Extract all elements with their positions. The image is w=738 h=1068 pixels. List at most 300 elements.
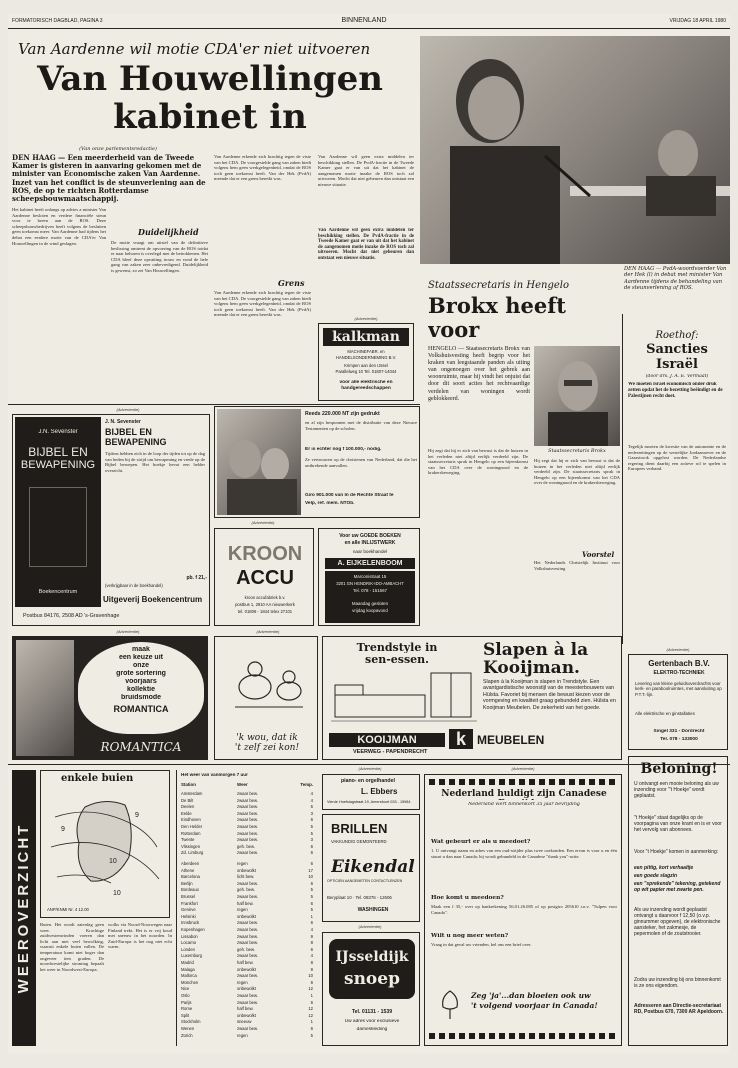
weather-condition: zwaar bew. xyxy=(237,953,258,959)
giro-photo xyxy=(217,409,301,515)
weather-station: Malaga xyxy=(181,966,195,972)
lead-column-2: De motie vraagt om uitstel van de definitieve beslissing omtrent de opvoering van de ROS totdat er naar behoren is overlegd met de betrokkenen. Het CDA bleef deze opvatting trouw en vond de hele gang van zaken zeer onbevredigend. Duidelijkheid is gewenst, zo zei Van Houwellingen. xyxy=(111,240,208,273)
ad-romantica[interactable] xyxy=(12,636,208,760)
ad-eikendal[interactable] xyxy=(322,814,420,922)
weather-condition: zwaar bew. xyxy=(237,804,258,810)
weather-station: Vlissingen xyxy=(181,843,201,849)
brokx-subhead: Voorstel xyxy=(582,550,615,559)
weather-condition: zwaar bew. xyxy=(237,927,258,932)
weather-row xyxy=(181,953,313,960)
roethof-body: Tegelijk moeten de kwestie van de autonomie en de nederzettingen op de westelijke Jordaanoever en de Gazastrook opgelost worden. De Nederlandse regering dient daarbij een actieve rol te spelen in Europees verband. xyxy=(628,444,726,472)
weather-row xyxy=(181,811,313,818)
weather-condition: geh. bew. xyxy=(237,843,255,849)
weather-temp: 6 xyxy=(310,1026,313,1031)
weather-station: Madrid xyxy=(181,960,194,965)
weather-temp: 3 xyxy=(310,837,313,843)
weather-station: Eelde xyxy=(181,810,192,816)
eijkelenboom-name: A. EIJKELENBOOM xyxy=(325,558,415,569)
bible-ad-author: J. N. Sevenster xyxy=(105,419,141,425)
ad-beloning[interactable] xyxy=(628,756,728,1046)
canada-sub: Nederland viert binnenkort 35 jaar bevrijding xyxy=(468,802,580,807)
kalkman-line: Krimpen aan den IJssel xyxy=(344,363,388,368)
beloning-title: Beloning! xyxy=(640,761,718,777)
beloning-item: een goede slagzin xyxy=(634,873,678,879)
eijkelenboom-line: 3201 GN HENDRIK-IDO-AMBACHT xyxy=(336,581,404,586)
weather-row xyxy=(181,887,313,894)
weather-temp: 1 xyxy=(310,993,313,998)
kalkman-line: Parallelweg 10 Tel. 01807-14044 xyxy=(335,369,397,374)
eikendal-line: VAKKUNDIG GEMONTEERD xyxy=(331,839,387,844)
weather-station: Amsterdam xyxy=(181,791,203,796)
weather-temp: 6 xyxy=(310,900,313,906)
svg-text:10: 10 xyxy=(109,858,117,865)
ad-label: (Advertentie) xyxy=(354,316,378,321)
kooijman-brand-meubelen: MEUBELEN xyxy=(477,733,545,747)
weather-station: Aberdeen xyxy=(181,861,200,866)
weather-condition: regen xyxy=(237,1032,248,1038)
weather-col-header: Temp. xyxy=(300,782,313,787)
weather-station: Oslo xyxy=(181,993,190,998)
weather-row xyxy=(181,980,313,987)
gertenbach-sub: ELEKTRO-TECHNIEK xyxy=(653,670,705,676)
romantica-line: kollektie xyxy=(126,686,155,693)
weather-temp: 12 xyxy=(308,1012,313,1018)
ad-label: (Advertentie) xyxy=(358,766,382,771)
weather-temp: 1 xyxy=(310,1019,313,1025)
lead-headline-2: kabinet in xyxy=(113,98,307,136)
ad-kooijman[interactable] xyxy=(322,636,622,760)
weather-temp: 5 xyxy=(310,887,313,893)
weather-condition: zwaar bew. xyxy=(237,810,258,816)
weather-station: Kopenhagen xyxy=(181,927,205,932)
weather-col-header: Weer xyxy=(237,782,248,787)
weather-condition: regen xyxy=(237,861,248,866)
weather-temp: 5 xyxy=(310,907,313,913)
romantica-line: grote sortering xyxy=(116,670,166,677)
weather-condition: zwaar bew. xyxy=(237,830,258,836)
weather-row xyxy=(181,824,313,831)
weather-vertical-banner xyxy=(12,770,36,1046)
svg-text:10: 10 xyxy=(113,890,121,897)
weather-temp: 6 xyxy=(310,920,313,926)
weather-station: Eindhoven xyxy=(181,817,201,823)
ebbers-name: L. Ebbers xyxy=(361,787,398,796)
page-header-date: VRIJDAG 18 APRIL 1980 xyxy=(669,18,726,24)
weather-temp: 4 xyxy=(310,927,313,932)
eikendal-address: Beryplaat 10 · Tel. 08376 - 12606 xyxy=(327,895,392,900)
weather-temp: 6 xyxy=(310,999,313,1005)
weather-condition: onbewolkt xyxy=(237,1012,256,1018)
brokx-photo-caption: Staatssecretaris Brokx xyxy=(548,448,606,454)
weather-temp: 12 xyxy=(308,1006,313,1012)
romantica-line: voorjaars xyxy=(125,678,157,685)
ad-kalkman[interactable] xyxy=(318,323,414,401)
weather-condition: zwaar bew. xyxy=(237,797,258,803)
eikendal-line: OPTICIEN AANGEMETEN CONTACTLENZEN xyxy=(327,879,403,883)
beloning-text: "t Hoekje" staat dagelijks op de voorpagina van onze krant en is er voor het vervolg van abonnees. xyxy=(634,815,722,833)
weather-temp: 6 xyxy=(310,979,313,985)
giro-text: en al zijn besponnen met de distributie van deze Nieuwe Testamenten op de scholen. xyxy=(305,420,417,431)
weather-condition: geh. bew. xyxy=(237,887,255,893)
weather-station: Split xyxy=(181,1012,190,1018)
weather-condition: onbewolkt xyxy=(237,986,256,992)
lead-column-1: Het kabinet heeft onlangs op advies a minister Van Aardenne besloten en verdere financiële steun voor te breen aan de ROS. Deze scheepsbouwbedrijven heeft volgens de besluiten geen toekomst meer. Van Aardenne had tijdens het debat een eerdere motie van de CDA'er Van Houwellingen in de wind geslagen. xyxy=(12,207,106,246)
weather-temp: 17 xyxy=(308,867,313,873)
weather-row xyxy=(181,1019,313,1026)
eikendal-brillen: BRILLEN xyxy=(331,821,388,835)
weather-station: Berlijn xyxy=(181,880,193,886)
eijkelenboom-line: en alle INLIJSTWERK xyxy=(344,540,396,546)
bible-ad-address: Postbus 84176, 2508 AD 's-Gravenhage xyxy=(23,613,120,619)
kroon-logo-accu: ACCU xyxy=(236,567,294,589)
weather-condition: zwaar bew. xyxy=(237,791,258,796)
lead-kicker: Van Aardenne wil motie CDA'er niet uitvoeren xyxy=(18,40,371,58)
weather-condition: half bew. xyxy=(237,1006,254,1012)
weather-temp: 5 xyxy=(310,830,313,836)
gertenbach-address: Singel 331 - Dordrecht xyxy=(653,729,705,734)
weather-row xyxy=(181,817,313,824)
kooijman-text: Slapen à la Kooijman is slapen in Trendstyle. Een avantgardistische woonstijl van de meesterbouwers van Hülsta. Favoriet bij mensen die bewust kiezen voor de vormgeving en kwaliteit graag gebundeld zien. Hülsta en Kooijman Meubelen. De zekerheid van het goede. xyxy=(483,679,616,711)
weather-station: München xyxy=(181,979,199,985)
brokx-tail: Het Nederlands Christelijk Instituut voor Volkshuisvesting xyxy=(534,560,620,571)
eijkelenboom-line: vrijdag koopavond xyxy=(352,608,388,613)
ad-giro[interactable] xyxy=(214,406,420,518)
weather-station: Lissabon xyxy=(181,933,198,939)
weather-temp: 3 xyxy=(310,810,313,816)
gertenbach-item: Alle elektrische en ginstallaties xyxy=(635,711,695,716)
ebbers-address: Vierde Hoefslagstraat 19, Amersfoort 033 - 15984 xyxy=(327,800,411,804)
page-header-left: FORMATORISCH DAGBLAD, PAGINA 3 xyxy=(12,18,103,24)
weather-row xyxy=(181,907,313,914)
weather-row xyxy=(181,850,313,857)
svg-text:9: 9 xyxy=(135,812,139,819)
kroon-logo: KROON xyxy=(227,543,303,565)
weather-row xyxy=(181,947,313,954)
weather-temp: 5 xyxy=(310,804,313,810)
eikendal-town: WASHINGEN xyxy=(357,907,389,913)
weather-row xyxy=(181,1000,313,1007)
bible-ad-publisher: Uitgeverij Boekencentrum xyxy=(103,595,203,604)
weather-row xyxy=(181,1033,313,1040)
weather-temp: 5 xyxy=(310,1032,313,1038)
weather-station: Locarno xyxy=(181,940,197,946)
weather-temp: 12 xyxy=(308,986,313,992)
brokx-photo xyxy=(534,346,620,446)
kalkman-line: HANDELSONDERNEMING B.V. xyxy=(335,355,397,360)
weather-station: Deelen xyxy=(181,804,195,810)
section-rule xyxy=(8,404,420,405)
kooijman-address: VEERWEG - PAPENDRECHT xyxy=(353,749,428,755)
canada-question: Hoe komt u meedoen? xyxy=(431,895,504,901)
weather-temp: 8 xyxy=(310,960,313,965)
weather-temp: 9 xyxy=(310,933,313,939)
eijkelenboom-line: naar boekhandel xyxy=(352,549,388,554)
kroon-address: tel. 01806 - 1844 telex 27101 xyxy=(237,609,293,614)
weather-row xyxy=(181,940,313,947)
weather-condition: onbewolkt xyxy=(237,913,256,919)
ad-label: (Advertentie) xyxy=(511,766,535,771)
canada-border-top xyxy=(429,779,619,785)
kalkman-line: MACHINEFABR. en xyxy=(347,349,385,354)
kooijman-headline: Kooijman. xyxy=(483,659,580,677)
giro-appeal: Er is echter nog f 100.000,- nodig. xyxy=(305,447,382,452)
canada-border-bottom xyxy=(429,1033,619,1039)
tulip-icon xyxy=(433,987,467,1021)
ijsseldijk-line: damesklediing xyxy=(356,1027,388,1032)
giro-text: Ze vertrouwen op de christenen van Nederland, dat die het ontbrekende aanvullen. xyxy=(305,457,417,468)
ad-label: (Advertentie) xyxy=(116,407,140,412)
gertenbach-name: Gertenbach B.V. xyxy=(648,659,710,668)
romantica-line: bruidsmode xyxy=(120,694,162,701)
eijkelenboom-line: Marconistraat 15 xyxy=(353,574,387,579)
weather-row xyxy=(181,837,313,844)
weather-row xyxy=(181,831,313,838)
gertenbach-item: Levering van kleine geluidsoverdrachts voor kerk- en paraboolruimtes, met aansluiting op P.T.T.-lijn. xyxy=(635,681,722,697)
brokx-headline-1: Brokx heeft xyxy=(428,294,566,318)
canada-answer: Vraag in dat geval uw vrienden, bel ons een brief over. xyxy=(431,942,532,947)
weather-station: Londen xyxy=(181,946,195,952)
eijkelenboom-line: Tel. 078 - 151567 xyxy=(353,588,387,593)
brokx-headline-2: voor xyxy=(428,318,480,342)
weather-row xyxy=(181,894,313,901)
weather-temp: 5 xyxy=(310,894,313,899)
beloning-text: Als uw inzending wordt geplaatst ontvangt u daarvoor f 12,50 (o.v.p. ginnummer opgeven), de elektronische aansteker, het zakmesje, de pepermolen of de zoutstrooier. xyxy=(634,907,721,937)
canada-slogan: 't volgend voorjaar in Canada! xyxy=(471,1001,598,1010)
section-rule xyxy=(8,764,730,765)
weather-row xyxy=(181,881,313,888)
weather-row xyxy=(181,868,313,875)
lead-intro: DEN HAAG — Een meerderheid van de Tweede Kamer is gisteren in aanvaring gekomen met de minister van Economische zaken Van Aardenne. Inzet van het conflict is de steunverlening aan de ROS, de op te richten Rotterdamse scheepsbouwmaatschappij. xyxy=(12,154,206,204)
lead-byline: (Van onze parlementsredactie) xyxy=(79,146,157,152)
roethof-byline: (door drs. J. A. E. Vermaat) xyxy=(645,374,709,379)
weather-condition: zwaar bew. xyxy=(237,973,258,979)
ad-bible[interactable] xyxy=(12,414,210,626)
beloning-address: Adresseren aan Directie-secretariaat RD, Postbus 670, 7300 AR Apeldoorn. xyxy=(634,1003,724,1015)
weather-row xyxy=(181,934,313,941)
lead-column-4-bold: Van Aardenne wil geen extra middelen ter beschikking stellen. De PvdA-fractie in de Tweede Kamer gaat er van uit dat het kabinet de aangenomen motie inzake de ROS toch zal uitvoeren. Mocht dat niet gebeuren dan ontstaat een nieuwe situatie. xyxy=(318,228,414,261)
header-rule xyxy=(8,28,730,29)
ad-label: (Advertentie) xyxy=(116,629,140,634)
kooijman-brand: KOOIJMAN xyxy=(329,733,445,747)
kalkman-logo: kalkman xyxy=(323,328,409,346)
beloning-item: een "sprekende" tekening, getekend op wit papier met zwarte pen. xyxy=(634,881,721,893)
romantica-bride-photo xyxy=(16,640,74,756)
weather-temp: 6 xyxy=(310,946,313,952)
weather-row xyxy=(181,973,313,980)
weather-condition: zwaar bew. xyxy=(237,817,258,823)
weather-station: Mallorca xyxy=(181,973,197,979)
bible-ad-text: Tijdens hebben zich in de loop der tijden tot op de dag van heden bij de strijd om bewapening en vrede op de Bijbel beroepen. Het boekje bevat een helder overzicht. xyxy=(105,451,205,473)
kalkman-tagline: voor alle elektrische en handgereedschappen xyxy=(339,380,393,391)
lead-subhead-duidelijkheid: Duidelijkheid xyxy=(138,227,199,237)
ad-canada[interactable] xyxy=(424,774,622,1046)
weather-row xyxy=(181,1006,313,1013)
weather-station: Nice xyxy=(181,986,190,992)
weather-station: Brussel xyxy=(181,894,195,899)
bible-cover-author: J.N. Sevenster xyxy=(38,429,78,435)
weather-row xyxy=(181,986,313,993)
eijkelenboom-line: Voor uw GOEDE BOEKEN xyxy=(339,533,401,539)
weather-temp: 9 xyxy=(310,966,313,972)
kwou-text: 'k wou, dat ik xyxy=(236,733,298,743)
weather-temp: 8 xyxy=(310,940,313,946)
weather-station: Athene xyxy=(181,867,195,873)
weather-row xyxy=(181,920,313,927)
weather-col-header: Station xyxy=(181,782,196,787)
weather-station: Genève xyxy=(181,907,196,913)
beloning-text: U ontvangt een mooie beloning als uw inzending voor "'t Hoekje" wordt geplaatst. xyxy=(634,781,719,799)
weather-temp: 6 xyxy=(310,843,313,849)
column-rule xyxy=(622,314,623,644)
lead-column-3b: Van Aardenne erkende zich krachtig tegen de visie van het CDA. De voorgestelde gang van zaken biedt volgens hem geen werkgelegenheid, omdat de ROS toch geen toekomst heeft. Van der Hek (PvdA) meende dat er een grens bereikt was. xyxy=(214,290,311,318)
giro-number: Velp, ref. mem. NTOb. xyxy=(305,501,355,506)
weather-condition: licht bew. xyxy=(237,874,255,880)
ad-kroon-accu[interactable] xyxy=(214,528,314,626)
weather-map-source: ANP/KNMI Nr. 4 12.00 xyxy=(47,907,89,912)
ad-label: (Advertentie) xyxy=(251,520,275,525)
weather-table xyxy=(176,770,316,1046)
eijkelenboom-line: Maandag gesloten xyxy=(351,601,389,606)
weather-condition: zwaar bew. xyxy=(237,993,258,998)
brokx-body: Hij zegt dat hij er zich van bewust is dat de huizen in het verleden niet altijd eerlijk verdeeld zijn. De staatssecretaris sprak in Hengelo op een bijeenkomst van het CDA over de woningnood en de krakersbeweging. xyxy=(428,448,528,476)
romantica-line: ROMANTICA xyxy=(113,704,169,714)
weather-temp: 10 xyxy=(308,973,313,979)
weather-row xyxy=(181,791,313,798)
ijsseldijk-logo-block xyxy=(329,939,415,999)
page-header-section: BINNENLAND xyxy=(341,17,387,24)
weather-rows xyxy=(181,791,313,1043)
bible-book-cover xyxy=(15,417,101,607)
weather-condition: zwaar bew. xyxy=(237,1026,258,1031)
bible-ad-price: pb. f 21,- xyxy=(186,575,207,581)
bible-cover-illustration xyxy=(29,487,87,567)
canada-question: Wat gebeurt er als u meedoet? xyxy=(431,839,531,845)
weather-station: Den Helder xyxy=(181,824,203,829)
ad-ijsseldijk[interactable] xyxy=(322,932,420,1046)
weather-station: Wenen xyxy=(181,1026,195,1031)
roethof-headline-1: Sancties xyxy=(646,342,708,356)
lead-column-4: Van Aardenne wil geen extra middelen ter beschikking stellen. De PvdA-fractie in de Tweede Kamer gaat er van uit dat het kabinet de aangenomen motie inzake de ROS toch zal uitvoeren. Mocht dat niet gebeuren dan ontstaat een nieuwe situatie. xyxy=(318,154,414,187)
cartoon-illustration xyxy=(225,647,309,727)
ad-gertenbach[interactable] xyxy=(628,654,728,750)
brokx-body-2: Hij zegt dat hij er zich van bewust is dat de huizen in het verleden niet altijd eerlijk verdeeld zijn. De staatssecretaris sprak in Hengelo op een bijeenkomst van het CDA over de woningnood en de krakersbeweging. xyxy=(534,458,620,486)
weather-text-2: wolks via Noord-Noorwegen naar Finland trekt. Het is er vrij koud met sneeuw in het noorden. In Zuid-Europa is het nog niet echt warm. xyxy=(108,922,172,950)
weather-temp: 4 xyxy=(310,953,313,959)
ad-label: (Advertentie) xyxy=(666,647,690,652)
eijkelenboom-info-block xyxy=(325,571,415,623)
weather-condition: sneeuw xyxy=(237,1019,252,1025)
weather-temp: 4 xyxy=(310,797,313,803)
weather-condition: geh. bew. xyxy=(237,946,255,952)
weather-condition: zwaar bew. xyxy=(237,933,258,939)
canada-answer: 1. U ontvangt naam en adres van een oud-strijder plus twee oorkonden. Een ervan is voor u en één stuurt u dan naar Canada; hij wordt gebundeld in de Canadese "thank you"-actie. xyxy=(431,848,617,859)
weather-station: Parijs xyxy=(181,999,192,1005)
ebbers-line: piano- en orgelhandel xyxy=(341,778,395,784)
weather-condition: onbewolkt xyxy=(237,966,256,972)
kroon-address: kroon accufabriek b.v. xyxy=(244,595,286,600)
weather-row xyxy=(181,798,313,805)
bedroom-illustration xyxy=(331,667,477,727)
romantica-logo: ROMANTICA xyxy=(100,740,182,754)
romantica-line: een keuze uit xyxy=(119,654,163,661)
weather-temp: 6 xyxy=(310,850,313,856)
kooijman-headline: Slapen à la xyxy=(483,641,589,659)
lead-headline-1: Van Houwellingen xyxy=(37,60,383,98)
weather-temp: 10 xyxy=(308,874,313,880)
ad-ebbers[interactable] xyxy=(322,774,420,810)
weather-row xyxy=(181,844,313,851)
weather-station: Zd. Limburg xyxy=(181,850,204,856)
weather-station: Bordeaux xyxy=(181,887,199,893)
weather-row xyxy=(181,901,313,908)
weather-station: Rotterdam xyxy=(181,830,201,836)
weather-station: Innsbruck xyxy=(181,920,200,926)
weather-station: Helsinki xyxy=(181,913,196,919)
weather-row xyxy=(181,960,313,967)
weather-row xyxy=(181,927,313,934)
canada-answer: Maak een f 35,- over op bankrekening 56.01.26.085 of op postgiro 205610 t.n.v. "Tulpen voor Canada". xyxy=(431,904,617,915)
weather-row xyxy=(181,993,313,1000)
weather-temp: 5 xyxy=(310,824,313,829)
brokx-lead: HENGELO — Staatssecretaris Brokx van Volkshuisvesting heeft begrip voor het kraken van leegstaande panden als uiting van ongenoegen over het gebrek aan woonruimte, maar hij vindt het onjuist dat door dit soort acties het rechtvaardige verdelen van woningen wordt geblokkeerd. xyxy=(428,346,530,402)
giro-lead: Reeds 220.000 NT zijn gedrukt xyxy=(305,411,380,417)
weather-temp: 1 xyxy=(310,913,313,919)
giro-number: Giro 901.000 van In de Rechte Straat te xyxy=(305,493,394,498)
weather-station: Rome xyxy=(181,1006,193,1012)
beloning-item: een pittig, kort verhaaltje xyxy=(634,865,694,871)
weather-station: Luxemburg xyxy=(181,953,202,959)
lead-subhead-grens: Grens xyxy=(278,278,305,288)
kooijman-trend: Trendstyle in xyxy=(356,641,438,653)
kwou-text: 't zelf zei kon! xyxy=(234,743,300,753)
ad-label: (Advertentie) xyxy=(256,629,280,634)
kooijman-trend: sen-essen. xyxy=(365,653,429,665)
weather-condition: zwaar bew. xyxy=(237,837,258,843)
weather-station: Twente xyxy=(181,837,195,843)
weather-station: Zürich xyxy=(181,1032,193,1038)
bible-cover-title: BEWAPENING xyxy=(20,459,96,471)
weather-condition: regen xyxy=(237,907,248,913)
bible-ad-price-note: (verkrijgbaar in de boekhandel) xyxy=(105,583,163,588)
ijsseldijk-phone: Tel. 01131 - 1539 xyxy=(351,1009,393,1015)
weather-condition: zwaar bew. xyxy=(237,850,258,856)
roethof-lead: We moeten Israël economisch onder druk zetten opdat het de bezetting beëindigt en de Palestijnen recht doet. xyxy=(628,382,723,399)
weather-row xyxy=(181,874,313,881)
weather-condition: zwaar bew. xyxy=(237,940,258,946)
bible-cover-publisher: Boekencentrum xyxy=(38,589,78,595)
ijsseldijk-logo: IJsseldijk xyxy=(335,949,409,965)
kroon-address: postbus 1, 2910 AA nieuwerkerk xyxy=(235,602,295,607)
ad-kwou[interactable] xyxy=(214,636,318,760)
bible-ad-heading: BIJBEL EN xyxy=(105,427,152,437)
weather-station: Stockholm xyxy=(181,1019,201,1025)
weather-row xyxy=(181,1013,313,1020)
weather-station: De Bilt xyxy=(181,797,194,803)
weather-condition: half bew. xyxy=(237,960,254,965)
canada-question: Wilt u nog meer weten? xyxy=(431,933,509,939)
lead-column-3: Van Aardenne erkende zich krachtig tegen de visie van het CDA. De voorgestelde gang van zaken biedt volgens hem geen werkgelegenheid, omdat de ROS toch geen toekomst heeft. Van der Hek (PvdA) meende dat er een grens bereikt was. xyxy=(214,154,311,182)
ad-eijkelenboom[interactable] xyxy=(318,528,420,626)
beloning-text: Zodra uw inzending bij ons binnenkomt is ze ons eigendom. xyxy=(634,977,721,989)
svg-text:9: 9 xyxy=(61,826,65,833)
debate-photo xyxy=(420,36,730,264)
roethof-headline-2: Israël xyxy=(656,357,698,371)
weather-vertical-title: WEEROVERZICHT xyxy=(15,822,32,994)
weather-condition: zwaar bew. xyxy=(237,824,258,829)
gertenbach-phone: Tel. 078 - 133000 xyxy=(660,737,698,742)
weather-table-title: Het weer van vanmorgen 7 uur xyxy=(181,772,248,777)
bible-ad-heading: BEWAPENING xyxy=(105,437,167,447)
